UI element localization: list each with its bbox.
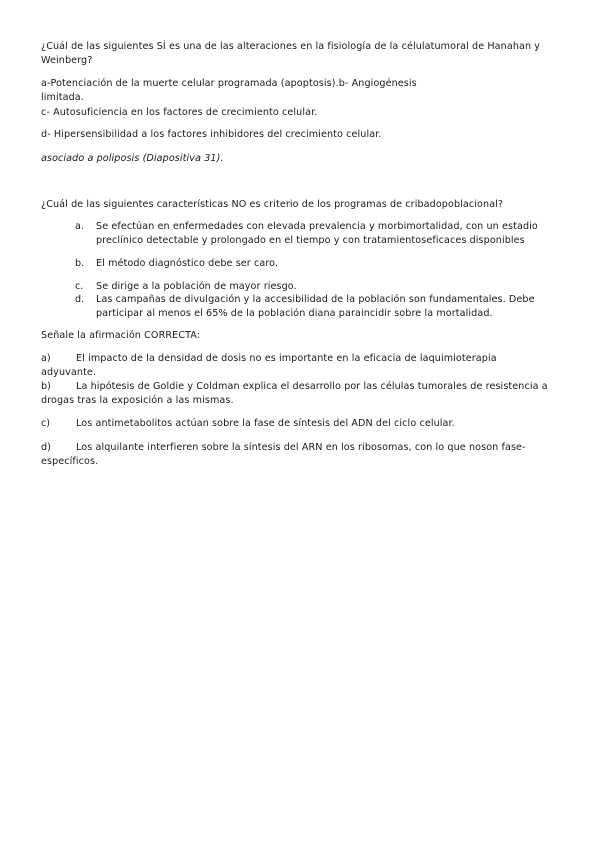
q2-option-d-line2: participar al menos el 65% de la población diana paraincidir sobre la mortalidad. (96, 308, 493, 319)
q3-option-b-letter: b) (41, 381, 51, 392)
q2-option-a-line1: Se efectúan en enfermedades con elevada prevalencia y morbimortalidad, con un estadio (96, 221, 538, 232)
q1-note: asociado a poliposis (Diapositiva 31). (41, 153, 224, 164)
q2-option-c-line1: Se dirige a la población de mayor riesgo. (96, 281, 297, 292)
q2-option-b-letter: b. (75, 258, 85, 269)
q2-option-b-line1: El método diagnóstico debe ser caro. (96, 258, 279, 269)
q1-option-d: d- Hipersensibilidad a los factores inhibidores del crecimiento celular. (41, 129, 382, 140)
q3-option-d-line2: específicos. (41, 456, 99, 467)
q1-option-c: c- Autosuficiencia en los factores de crecimiento celular. (41, 107, 318, 118)
q2-option-c-letter: c. (75, 281, 84, 292)
q3-option-a-letter: a) (41, 353, 51, 364)
q3-option-a-line1: El impacto de la densidad de dosis no es importante en la eficacia de laquimioterapia (76, 353, 497, 364)
q3-option-b-line2: drogas tras la exposición a las mismas. (41, 395, 234, 406)
q3-option-c-letter: c) (41, 418, 51, 429)
q2-question: ¿Cuál de las siguientes características NO es criterio de los programas de cribadopoblacional? (41, 199, 504, 210)
q3-option-a-line2: adyuvante. (41, 367, 97, 378)
q1-option-ab-line1: a-Potenciación de la muerte celular programada (apoptosis).b- Angiogénesis (41, 78, 417, 89)
q2-option-d-line1: Las campañas de divulgación y la accesibilidad de la población son fundamentales. Debe (96, 294, 535, 305)
q2-option-d-letter: d. (75, 294, 85, 305)
q1-option-ab-line2: limitada. (41, 92, 84, 103)
q3-option-b-line1: La hipótesis de Goldie y Coldman explica el desarrollo por las células tumorales de resistencia a (76, 381, 548, 392)
q3-option-d-line1: Los alquilante interfieren sobre la síntesis del ARN en los ribosomas, con lo que noson fase- (76, 442, 526, 453)
q2-option-a-letter: a. (75, 221, 84, 232)
q2-option-a-line2: preclínico detectable y prolongado en el tiempo y con tratamientoseficaces disponibles (96, 235, 525, 246)
q3-option-c-line1: Los antimetabolitos actúan sobre la fase de síntesis del ADN del ciclo celular. (76, 418, 455, 429)
q1-question-line2: Weinberg? (41, 55, 93, 66)
q1-question-line1: ¿Cuál de las siguientes SÍ es una de las alteraciones en la fisiología de la célulatumoral de Hanahan y (41, 41, 541, 52)
q3-question: Señale la afirmación CORRECTA: (41, 330, 201, 341)
q3-option-d-letter: d) (41, 442, 51, 453)
